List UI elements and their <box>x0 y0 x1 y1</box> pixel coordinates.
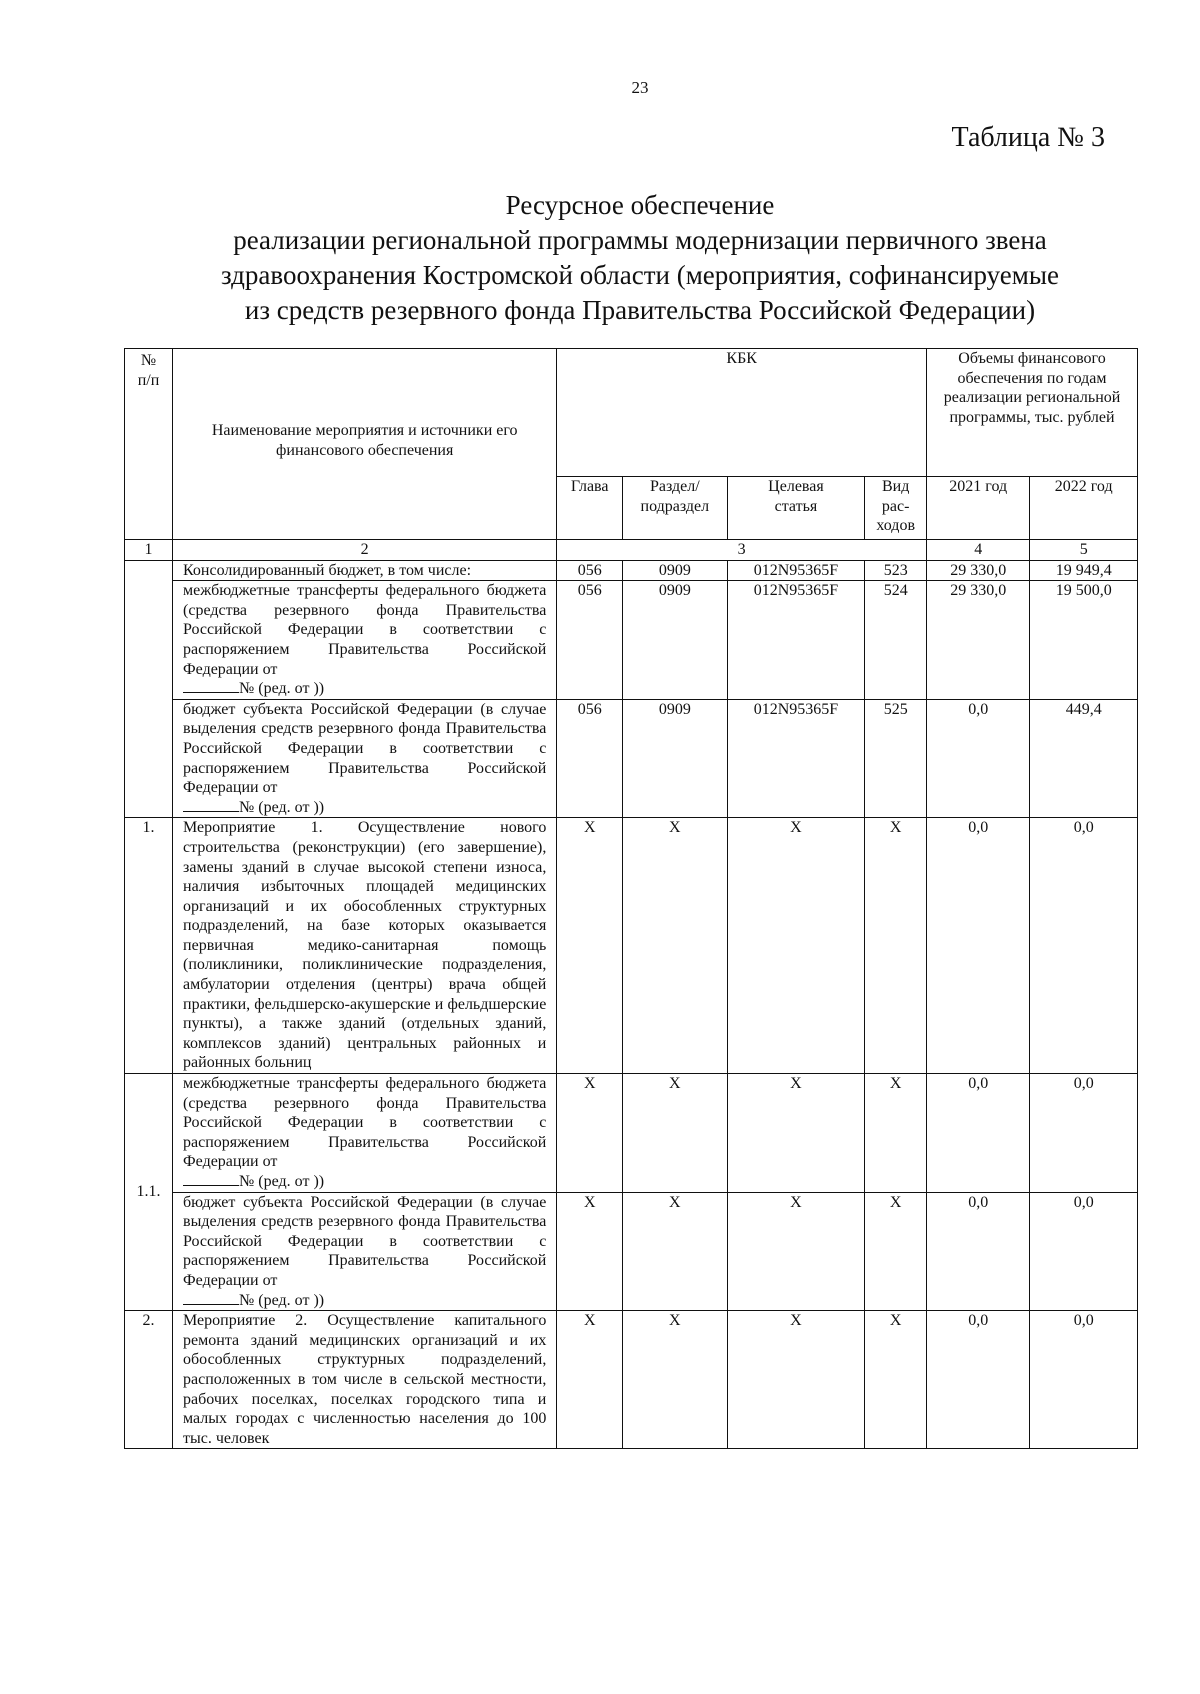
row-glava: 056 <box>557 581 623 700</box>
row-name: бюджет субъекта Российской Федерации (в случае выделения средств резервного фонда Правительства Российской Федерации в соответствии с распоряжением Правительства Российской Федерации от <box>183 1193 547 1289</box>
row-razdel: 0909 <box>623 581 727 700</box>
row-2021: 0,0 <box>927 1074 1030 1193</box>
row-name: межбюджетные трансферты федерального бюджета (средства резервного фонда Правительства Российской Федерации в соответствии с распоряжением Правительства Российской Федерации от <box>183 582 547 678</box>
resolution-blank <box>183 1172 546 1192</box>
row-vid: 523 <box>865 560 927 581</box>
sig-text: № (ред. от )) <box>239 798 325 816</box>
row-name-cell <box>173 1074 557 1193</box>
index-cell: 3 <box>557 540 927 561</box>
row-razdel: X <box>623 1192 727 1311</box>
row-razdel: X <box>623 1311 727 1449</box>
title-line: реализации региональной программы модернизации первичного звена <box>233 225 1047 255</box>
row-celevaya: 012N95365F <box>727 560 865 581</box>
header-razdel: Раздел/ подраздел <box>623 477 727 540</box>
row-vid: X <box>865 1311 927 1449</box>
row-2022: 0,0 <box>1030 1074 1138 1193</box>
row-vid: 524 <box>865 581 927 700</box>
title-line: Ресурсное обеспечение <box>505 190 775 220</box>
row-2022: 0,0 <box>1030 1311 1138 1449</box>
row-glava: X <box>557 1311 623 1449</box>
row-name: бюджет субъекта Российской Федерации (в случае выделения средств резервного фонда Правительства Российской Федерации в соответствии с распоряжением Правительства Российской Федерации от <box>183 700 547 797</box>
header-kbk: КБК <box>557 349 927 477</box>
row-glava: X <box>557 1074 623 1193</box>
row-vid: X <box>865 1192 927 1311</box>
row-vid: 525 <box>865 699 927 818</box>
row-razdel: X <box>623 818 727 1074</box>
row-2021: 0,0 <box>927 818 1030 1074</box>
row-glava: 056 <box>557 560 623 581</box>
row-name: межбюджетные трансферты федерального бюджета (средства резервного фонда Правительства Российской Федерации в соответствии с распоряжением Правительства Российской Федерации от <box>183 1075 547 1171</box>
header-volumes: Объемы финансового обеспечения по годам реализации региональной программы, тыс. рублей <box>927 349 1138 477</box>
row-2021: 0,0 <box>927 699 1030 818</box>
row-2022: 19 949,4 <box>1030 560 1138 581</box>
row-num: 1.1. <box>125 1074 173 1311</box>
index-cell: 4 <box>927 540 1030 561</box>
sig-text: № (ред. от )) <box>239 680 325 698</box>
row-glava: 056 <box>557 699 623 818</box>
resolution-blank <box>183 1291 546 1311</box>
row-razdel: 0909 <box>623 699 727 818</box>
row-razdel: X <box>623 1074 727 1193</box>
row-name: Мероприятие 1. Осуществление нового строительства (реконструкции) (его завершение), замены зданий в случае высокой степени износа, наличия избыточных площадей медицинских организаций и их обособленных структурных подразделений, на базе которых оказывается первичная медико-санитарная помощь (поликлиники, поликлинические подразделения, амбулатории отделения (центры) врача общей практики, фельдшерско-акушерские и фельдшерские пункты), а также зданий (отдельных зданий, комплексов зданий) центральных районных и районных больниц <box>173 818 557 1074</box>
sig-text: № (ред. от )) <box>239 1173 325 1190</box>
row-celevaya: X <box>727 1192 865 1311</box>
header-name: Наименование мероприятия и источники его финансового обеспечения <box>173 349 557 540</box>
index-cell: 2 <box>173 540 557 561</box>
row-vid: X <box>865 818 927 1074</box>
row-num: 2. <box>125 1311 173 1449</box>
table-row <box>125 1311 1138 1449</box>
row-num <box>125 560 173 818</box>
row-2022: 449,4 <box>1030 699 1138 818</box>
row-2021: 29 330,0 <box>927 581 1030 700</box>
row-num: 1. <box>125 818 173 1074</box>
header-vid: Вид рас- ходов <box>865 477 927 540</box>
table-row <box>125 560 1138 581</box>
table-label: Таблица № 3 <box>951 122 1105 153</box>
resource-table <box>124 348 1138 1449</box>
table-row <box>125 581 1138 700</box>
row-celevaya: X <box>727 1074 865 1193</box>
row-2021: 0,0 <box>927 1311 1030 1449</box>
page-number: 23 <box>631 78 649 97</box>
index-cell: 1 <box>125 540 173 561</box>
row-vid: X <box>865 1074 927 1193</box>
table-row <box>125 1074 1138 1193</box>
row-name-cell <box>173 1192 557 1311</box>
row-name-cell <box>173 699 557 818</box>
row-razdel: 0909 <box>623 560 727 581</box>
resolution-blank <box>183 798 546 818</box>
row-name: Мероприятие 2. Осуществление капитального ремонта зданий медицинских организаций и их обособленных структурных подразделений, расположенных в том числе в сельской местности, рабочих поселках, поселках городского типа и малых городах с численностью населения до 100 тыс. человек <box>173 1311 557 1449</box>
row-2022: 0,0 <box>1030 1192 1138 1311</box>
table-row <box>125 1192 1138 1311</box>
table-row <box>125 818 1138 1074</box>
row-2022: 19 500,0 <box>1030 581 1138 700</box>
header-num: № п/п <box>125 349 173 540</box>
header-2021: 2021 год <box>927 477 1030 540</box>
row-name: Консолидированный бюджет, в том числе: <box>173 560 557 581</box>
row-2021: 0,0 <box>927 1192 1030 1311</box>
title-line: из средств резервного фонда Правительства Российской Федерации) <box>244 295 1036 325</box>
table-row <box>125 699 1138 818</box>
header-celevaya: Целевая статья <box>727 477 865 540</box>
row-name-cell <box>173 581 557 700</box>
row-glava: X <box>557 818 623 1074</box>
index-cell: 5 <box>1030 540 1138 561</box>
row-celevaya: X <box>727 1311 865 1449</box>
document-title <box>130 188 1150 328</box>
row-glava: X <box>557 1192 623 1311</box>
row-celevaya: X <box>727 818 865 1074</box>
sig-text: № (ред. от )) <box>239 1291 325 1309</box>
row-2021: 29 330,0 <box>927 560 1030 581</box>
row-celevaya: 012N95365F <box>727 699 865 818</box>
title-line: здравоохранения Костромской области (мероприятия, софинансируемые <box>220 260 1059 290</box>
resolution-blank <box>183 679 546 699</box>
header-2022: 2022 год <box>1030 477 1138 540</box>
row-celevaya: 012N95365F <box>727 581 865 700</box>
row-2022: 0,0 <box>1030 818 1138 1074</box>
header-glava: Глава <box>557 477 623 540</box>
